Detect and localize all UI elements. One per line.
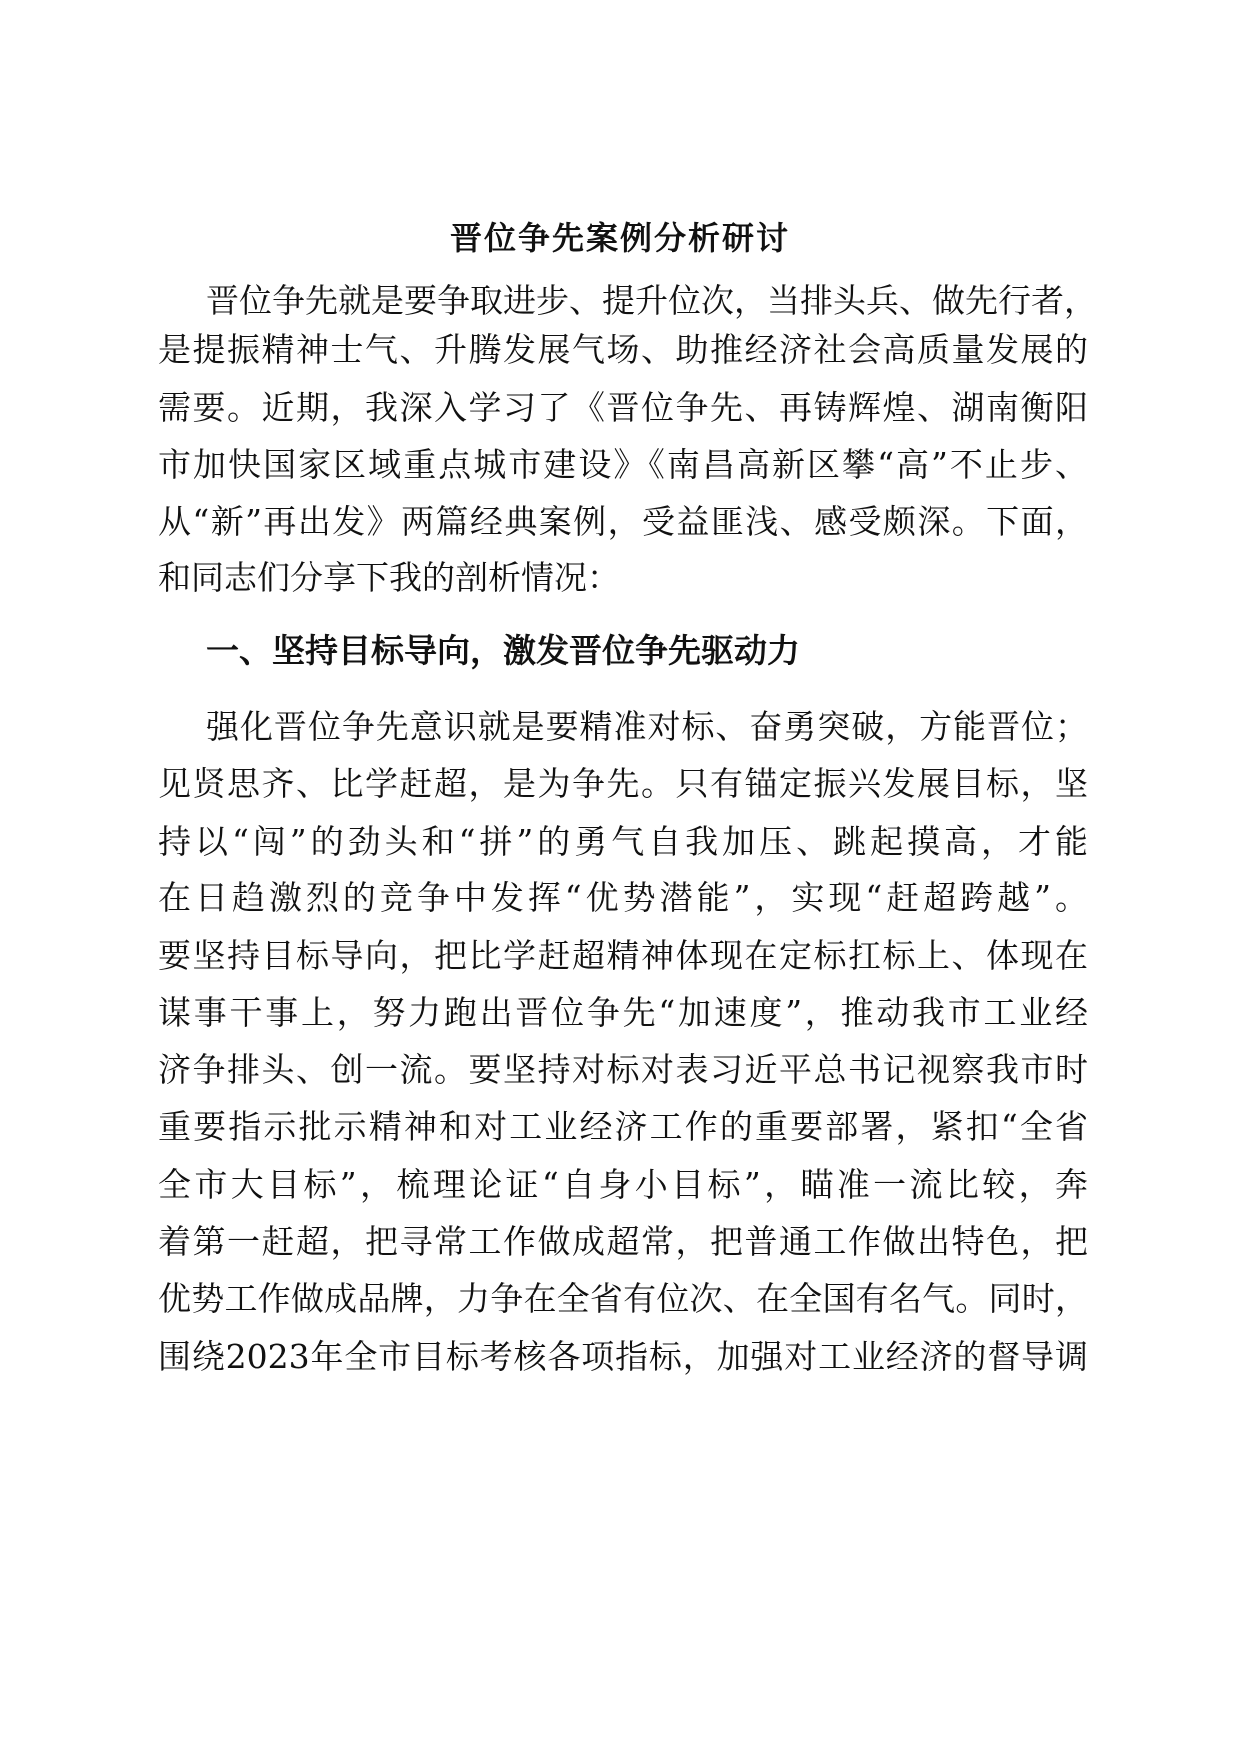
body-line: 围绕2023年全市目标考核各项指标，加强对工业经济的督导调: [158, 1337, 1088, 1376]
body-line: 重要指示批示精神和对工业经济工作的重要部署，紧扣“全省: [158, 1107, 1088, 1146]
body-line: 持以“闯”的劲头和“拼”的勇气自我加压、跳起摸高，才能: [158, 822, 1088, 861]
document-title: 晋位争先案例分析研讨: [449, 219, 790, 257]
intro-line: 和同志们分享下我的剖析情况：: [158, 558, 620, 597]
body-line: 在日趋激烈的竞争中发挥“优势潜能”，实现“赶超跨越”。: [158, 878, 1088, 917]
body-line: 强化晋位争先意识就是要精准对标、奋勇突破，方能晋位；: [206, 707, 1088, 746]
body-line: 要坚持目标导向，把比学赶超精神体现在定标扛标上、体现在: [158, 936, 1088, 975]
intro-line: 需要。近期，我深入学习了《晋位争先、再铸辉煌、湖南衡阳: [158, 388, 1088, 427]
intro-line: 是提振精神士气、升腾发展气场、助推经济社会高质量发展的: [158, 330, 1088, 369]
body-line: 谋事干事上，努力跑出晋位争先“加速度”，推动我市工业经: [158, 993, 1088, 1032]
body-line: 着第一赶超，把寻常工作做成超常，把普通工作做出特色，把: [158, 1222, 1088, 1261]
intro-line: 市加快国家区域重点城市建设》《南昌高新区攀“高”不止步、: [158, 445, 1088, 484]
body-line: 见贤思齐、比学赶超，是为争先。只有锚定振兴发展目标，坚: [158, 764, 1088, 803]
body-line: 济争排头、创一流。要坚持对标对表习近平总书记视察我市时: [158, 1050, 1088, 1089]
intro-line: 从“新”再出发》两篇经典案例，受益匪浅、感受颇深。下面，: [158, 502, 1088, 541]
intro-line: 晋位争先就是要争取进步、提升位次，当排头兵、做先行者，: [206, 281, 1097, 320]
body-line: 全市大目标”，梳理论证“自身小目标”，瞄准一流比较，奔: [158, 1165, 1088, 1204]
body-line: 优势工作做成品牌，力争在全省有位次、在全国有名气。同时，: [158, 1279, 1088, 1318]
section-heading: 一、坚持目标导向，激发晋位争先驱动力: [206, 631, 800, 670]
